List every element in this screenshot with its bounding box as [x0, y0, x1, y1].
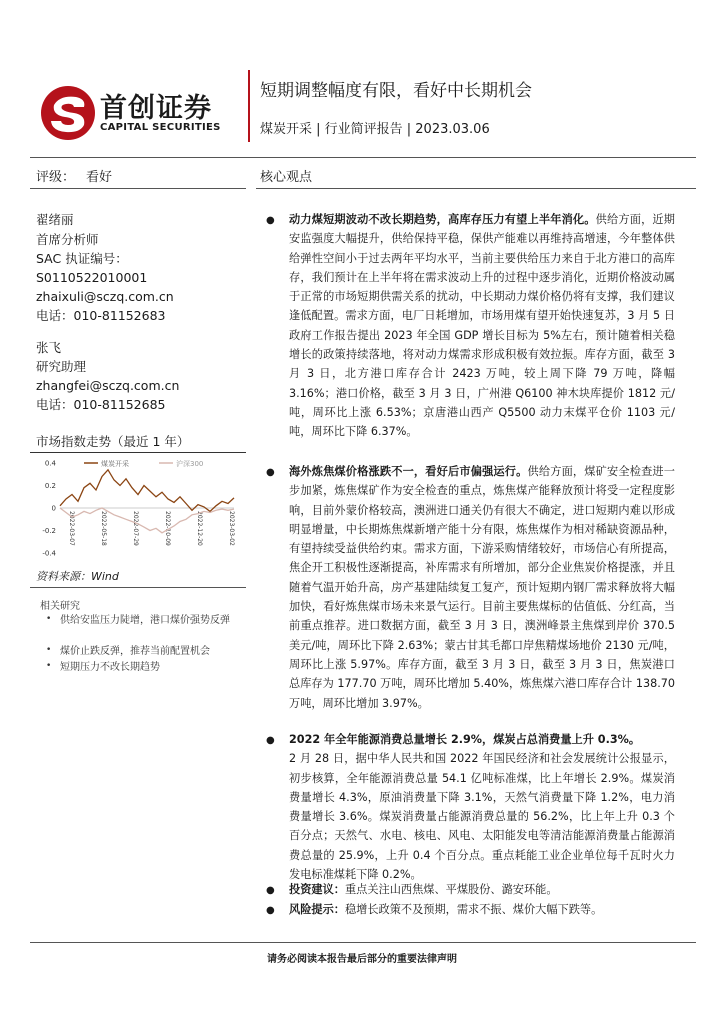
analyst-1-phone: 电话：010-81152683 — [36, 308, 166, 323]
point-heading: 投资建议： — [289, 883, 345, 896]
point-thermal-coal — [289, 210, 675, 442]
related-item-3[interactable]: 短期压力不改长期趋势 — [60, 662, 160, 673]
company-logo-icon — [40, 85, 96, 141]
core-view-title: 核心观点 — [260, 170, 313, 185]
source-rule — [30, 587, 246, 588]
y-tick-label: -0.4 — [42, 549, 56, 558]
x-tick-label: 2022-10-09 — [164, 511, 171, 546]
analyst-1-title: 首席分析师 — [36, 232, 99, 247]
related-bullet-icon: • — [46, 614, 52, 624]
point-investment-advice — [289, 880, 675, 899]
rating-label: 评级： — [36, 170, 76, 185]
rating-value: 看好 — [86, 170, 113, 185]
related-bullet-icon: • — [46, 661, 52, 671]
related-bullet-icon: • — [46, 645, 52, 655]
report-title: 短期调整幅度有限，看好中长期机会 — [260, 81, 532, 101]
point-text: 稳增长政策不及预期，需求不振、煤价大幅下跌等。 — [344, 903, 603, 916]
market-index-chart — [34, 455, 240, 565]
related-item-1[interactable]: 供给安监压力陡增，港口煤价强势反弹 — [60, 615, 230, 626]
bullet-icon: ● — [266, 215, 275, 226]
y-tick-label: 0.2 — [44, 482, 56, 490]
point-heading: 2022 年全年能源消费总量增长 2.9%，煤炭占总消费量上升 0.3%。 — [289, 733, 641, 746]
x-tick-label: 2022-05-18 — [100, 511, 107, 546]
analyst-1-sac-label: SAC 执证编号： — [36, 251, 128, 266]
analyst-2-email[interactable]: zhangfei@sczq.com.cn — [36, 378, 180, 393]
point-coking-coal — [289, 462, 675, 713]
point-risk-warning — [289, 900, 675, 919]
x-tick-label: 2022-03-07 — [68, 511, 75, 546]
analyst-2-title: 研究助理 — [36, 359, 87, 374]
rating-rule — [30, 188, 246, 189]
point-text: 2 月 28 日，据中华人民共和国 2022 年国民经济和社会发展统计公报显示，初步核算，全年能源消费总量 54.1 亿吨标准煤，比上年增长 2.9%。煤炭消费量增长 4.3%，原油消费量下降 3.1%，天然气消费量下降 1.2%，电力消费量增长 3.6%。煤炭消费量占能源消费总量的 56.2%，比上年上升 0.3 个百分点；天然气、水电、核电、风电、太阳能发电等清洁能源消费量占能源消费总量的 25.9%，上升 0.4 个百分点。重点耗能工业企业单位每千瓦时火力发电标准煤耗下降 0.2%。 — [289, 752, 675, 882]
footer-disclaimer[interactable]: 请务必阅读本报告最后部分的重要法律声明 — [267, 954, 457, 965]
bullet-icon: ● — [266, 905, 275, 916]
legend-label-hs300: 沪深300 — [176, 460, 204, 468]
y-tick-label: -0.2 — [42, 527, 56, 535]
point-energy-consumption — [289, 730, 675, 884]
y-tick-label: 0.4 — [44, 459, 56, 468]
core-view-rule — [256, 188, 696, 189]
logo-text-en: CAPITAL SECURITIES — [100, 122, 221, 133]
header-divider — [248, 70, 250, 142]
analyst-1-sac: S0110522010001 — [36, 270, 148, 285]
analyst-2-name: 张飞 — [36, 340, 62, 355]
point-heading: 动力煤短期波动不改长期趋势，高库存压力有望上半年消化。 — [289, 213, 596, 226]
point-heading: 风险提示： — [289, 903, 345, 916]
series-line-coal — [60, 470, 234, 512]
chart-source: 资料来源：Wind — [36, 570, 119, 583]
bullet-icon: ● — [266, 735, 275, 746]
series-line-hs300 — [60, 508, 234, 533]
y-tick-label: 0 — [51, 504, 56, 513]
x-tick-label: 2023-03-02 — [228, 511, 235, 546]
header-rule — [30, 157, 696, 158]
chart-title-rule — [30, 452, 246, 453]
related-research-title: 相关研究 — [40, 601, 80, 612]
chart-title: 市场指数走势（最近 1 年） — [36, 434, 190, 449]
bullet-icon: ● — [266, 885, 275, 896]
analyst-1-email[interactable]: zhaixuli@sczq.com.cn — [36, 289, 174, 304]
point-text: 供给方面，近期安监强度大幅提升，供给保持平稳，保供产能难以再维持高增速，今年整体供给弹性空间小于过去两年平均水平，当前主要供给压力来自于北方港口的高库存，我们预计在上半年将在需求波动上升的过程中逐步消化，近期价格波动属于正常的市场短期供需关系的扰动，中长期动力煤价格仍将有支撑，我们建议逢低配置。需求方面，电厂日耗增加，市场用煤有望开始快速复苏，3 月 5 日政府工作报告提出 2023 年全国 GDP 增长目标为 5%左右，预计随着相关稳增长的政策持续落地，将对动力煤需求形成积极有效拉振。库存方面，截至 3 月 3 日，北方港口库存合计 2423 万吨，较上周下降 79 万吨，降幅 3.16%；港口价格，截至 3 月 3 日，广州港 Q6100 神木块库提价 1812 元/吨，周环比上涨 6.53%；京唐港山西产 Q5500 动力末煤平仓价 1103 元/吨，周环比下降 6.37%。 — [289, 213, 675, 439]
related-item-2[interactable]: 煤价止跌反弹，推荐当前配置机会 — [60, 646, 210, 657]
point-heading: 海外炼焦煤价格涨跌不一，看好后市偏强运行。 — [289, 465, 528, 478]
legend-label-coal: 煤炭开采 — [101, 460, 129, 468]
analyst-1-name: 翟绪丽 — [36, 212, 74, 227]
bullet-icon: ● — [266, 467, 275, 478]
logo-text-cn: 首创证券 — [100, 93, 212, 124]
x-tick-label: 2022-12-20 — [196, 511, 203, 546]
footer-rule — [30, 942, 696, 943]
x-tick-label: 2022-07-29 — [132, 511, 139, 546]
point-text: 供给方面，煤矿安全检查进一步加紧，炼焦煤矿作为安全检查的重点，炼焦煤产能释放预计将受一定程度影响，目前外蒙价格较高，澳洲进口通关仍有很大不确定，进口短期内难以形成明显增量，中长期炼焦煤新增产能十分有限，炼焦煤作为相对稀缺资源品种，有望持续受益供给约束。需求方面，下游采购情绪较好，市场信心有所提高，焦企开工积极性逐渐提高，补库需求有所增加，部分企业焦炭价格提涨，并且随着气温开始升高，房产基建陆续复工复产，预计短期内钢厂需求释放将大幅加快，看好炼焦煤市场未来景气运行。目前主要焦煤标的估值低、分红高，当前重点推荐。进口数据方面，截至 3 月 3 日，澳洲峰景主焦煤到岸价 370.5 美元/吨，周环比下降 2.63%；蒙古甘其毛都口岸焦精煤场地价 2130 元/吨，周环比上涨 5.97%。库存方面，截至 3 月 3 日，截至 3 月 3 日，焦炭港口总库存为 177.70 万吨，周环比增加 5.40%，炼焦煤六港口库存合计 138.70 万吨，周环比增加 3.97%。 — [289, 465, 675, 710]
report-subtitle: 煤炭开采 | 行业简评报告 | 2023.03.06 — [260, 122, 490, 137]
point-text: 重点关注山西焦煤、平煤股份、潞安环能。 — [344, 883, 558, 896]
analyst-2-phone: 电话：010-81152685 — [36, 397, 166, 412]
